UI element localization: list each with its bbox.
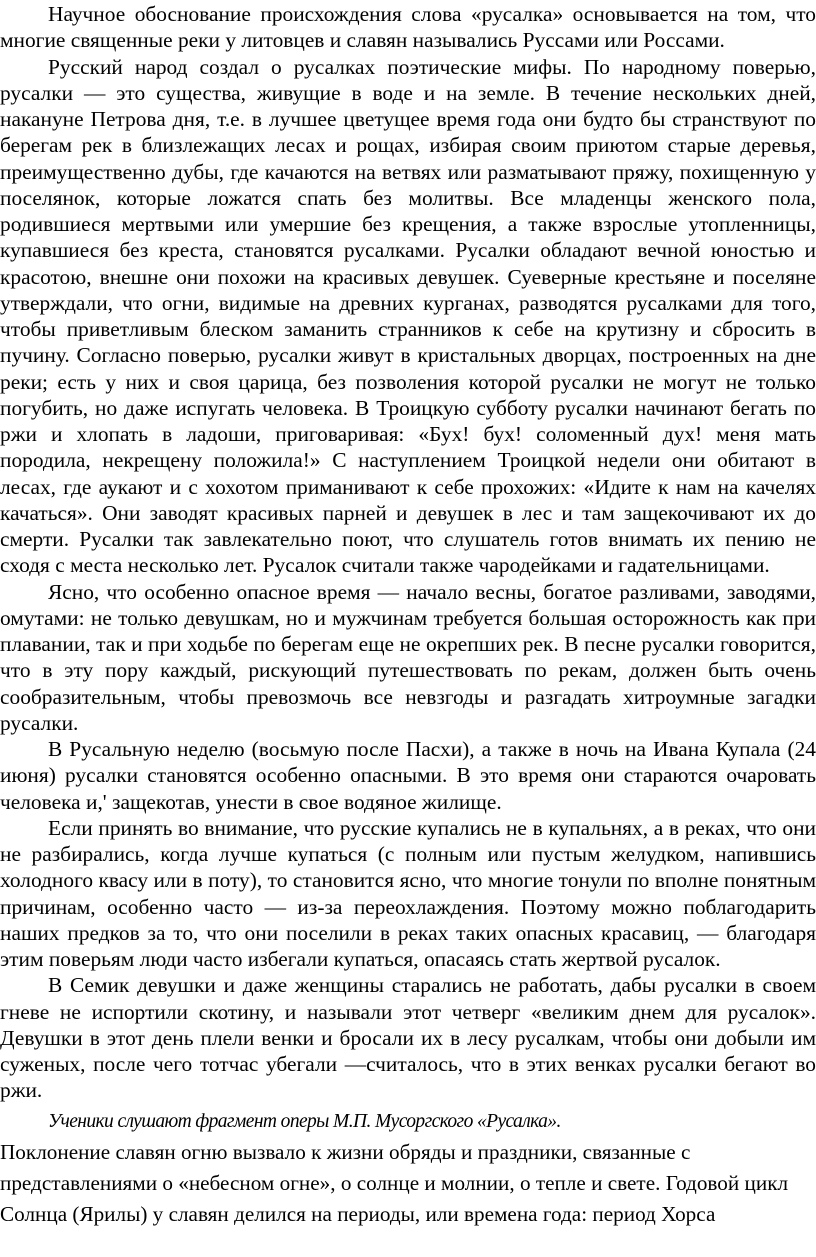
- paragraph-fire-worship: Поклонение славян огню вызвало к жизни обряды и праздники, связанные с представлениями о «небесном огне», о солнце и молнии, о тепле и свете. Годовой цикл Солнца (Ярилы) у славян делился на периоды, или времена года: период Хорса: [0, 1139, 789, 1226]
- paragraph-semik: В Семик девушки и даже женщины старались не работать, дабы русалки в своем гневе не испортили скотину, и называли этот четверг «великим днем для русалок». Девушки в этот день плели венки и бросали их в лесу русалкам, чтобы они добыли им суженых, после чего тотчас убегали —считалось, что в этих венках русалки бегают во ржи.: [0, 973, 816, 1103]
- paragraph-etymology: Научное обоснование происхождения слова «русалка» основывается на том, что многие священные реки у литовцев и славян назывались Руссами или Россами.: [0, 2, 816, 53]
- opera-caption: Ученики слушают фрагмент оперы М.П. Мусоргского «Русалка».: [48, 1110, 561, 1132]
- paragraph-rusalnaya-week: В Русальную неделю (восьмую после Пасхи), а также в ночь на Ивана Купала (24 июня) русалки становятся особенно опасными. В это время они стараются очаровать человека и,' защекотав, унести в свое водяное жилище.: [0, 737, 816, 814]
- paragraph-myths: Русский народ создал о русалках поэтические мифы. По народному поверью, русалки — это существа, живущие в воде и на земле. В течение нескольких дней, накануне Петрова дня, т.е. в лучшее цветущее время года они будто бы странствуют по берегам рек в близлежащих лесах и рощах, избирая своим приютом старые деревья, преимущественно дубы, где качаются на ветвях или разматывают пряжу, похищенную у поселянок, которые ложатся спать без молитвы. Все младенцы женского пола, родившиеся мертвыми или умершие без крещения, а также взрослые утопленницы, купавшиеся без креста, становятся русалками. Русалки обладают вечной юностью и красотою, внешне они похожи на красивых девушек. Суеверные крестьяне и поселяне утверждали, что огни, видимые на древних курганах, разводятся русалками для того, чтобы приветливым блеском заманить странников к себе на крутизну и сбросить в пучину. Согласно поверью, русалки живут в кристальных дворцах, построенных на дне реки; есть у них и своя царица, без позволения которой русалки не могут не только погубить, но даже испугать человека. В Троицкую субботу русалки начинают бегать по ржи и хлопать в ладоши, приговаривая: «Бух! бух! соломенный дух! меня мать породила, некрещену положила!» С наступлением Троицкой недели они обитают в лесах, где аукают и с хохотом приманивают к себе прохожих: «Идите к нам на качелях качаться». Они заводят красивых парней и девушек в лес и там защекочивают их до смерти. Русалки так завлекательно поют, что слушатель готов внимать их пению не сходя с места несколько лет. Русалок считали также чародейками и гадательницами.: [0, 54, 816, 578]
- paragraph-bathing: Если принять во внимание, что русские купались не в купальнях, а в реках, что они не разбирались, когда лучше купаться (с полным или пустым желудком, напившись холодного квасу или в поту), то становится ясно, что многие тонули по вполне понятным причинам, особенно часто — из-за переохлаждения. Поэтому можно поблагодарить наших предков за то, что они поселили в реках таких опасных красавиц, — благодаря этим поверьям люди часто избегали купаться, опасаясь стать жертвой русалок.: [0, 815, 816, 971]
- paragraph-dangerous-time: Ясно, что особенно опасное время — начало весны, богатое разливами, заводями, омутами: не только девушкам, но и мужчинам требуется большая осторожность как при плавании, так и при ходьбе по берегам еще не окрепших рек. В песне русалки говорится, что в эту пору каждый, рискующий путешествовать по рекам, должен быть очень сообразительным, чтобы превозмочь все невзгоды и разгадать хитроумные загадки русалки.: [0, 579, 816, 735]
